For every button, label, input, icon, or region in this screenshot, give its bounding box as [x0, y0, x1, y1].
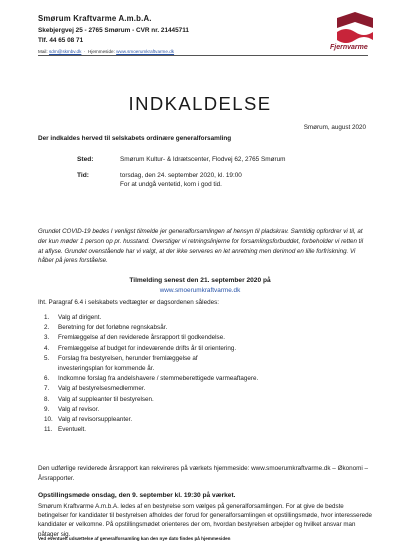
place-value: Smørum Kultur- & Idrætscenter, Flodvej 62, 2765 Smørum	[120, 156, 286, 163]
page-title: INDKALDELSE	[128, 93, 272, 114]
agenda-item: 8. Valg af suppleanter til bestyrelsen.	[44, 395, 154, 403]
agenda-item: 11. Eventuelt.	[44, 426, 87, 434]
header-divider	[38, 55, 368, 56]
subheading: Der indkaldes herved til selskabets ordinære generalforsamling	[38, 135, 232, 142]
covid-notice: Grundet COVID-19 bedes I venligst tilmelde jer generalforsamlingen af hensyn til pladskrav. Samtidig opfordrer vi til, at der kun møder 1 person op pr. husstand. Overstiger vi retningslinjerne for forsamlingsforbuddet, forbeholder vi retten til at aflyse. Grundet ovenstående har vi valgt, at der ikke serveres en let anretning men derimod en lille forfriskning. Vi håber på jeres forståelse.	[38, 228, 364, 265]
website-link[interactable]: www.smoerumkraftvarme.dk	[116, 49, 175, 54]
report-note: Den udførlige reviderede årsrapport kan rekvireres på værkets hjemmeside: www.smoerumkraftvarme.dk – Økonomi – Årsrapporter.	[38, 465, 369, 482]
agenda-item: 5. Forslag fra bestyrelsen, herunder fremlæggelse af	[44, 354, 198, 362]
time-note: For at undgå ventetid, kom i god tid.	[120, 181, 222, 188]
agenda-list	[38, 313, 368, 435]
web-label: Hjemmeside:	[88, 49, 115, 54]
footnote: Ved eventuelt udsættelse af generalforsamling kan den nye dato findes på hjemmesiden	[38, 536, 231, 541]
agenda-item: investeringsplan for kommende år.	[58, 365, 155, 373]
time-value: torsdag, den 24. september 2020, kl. 19:00	[120, 172, 242, 179]
logo-text: Fjernvarme	[330, 44, 368, 51]
date-line: Smørum, august 2020	[303, 124, 366, 131]
contact-line: Mail: sdm@skmbv.dk · Hjemmeside: www.smoerumkraftvarme.dk	[38, 49, 175, 54]
agenda-item: 3. Fremlæggelse af den reviderede årsrapport til godkendelse.	[44, 334, 225, 342]
registration-text: Tilmelding senest den 21. september 2020 på	[129, 277, 271, 284]
agenda-item: 4. Fremlæggelse af budget for indeværende drifts år til orientering.	[44, 344, 237, 352]
company-address: Skebjergvej 25 - 2765 Smørum - CVR nr. 21445711	[38, 27, 189, 34]
agenda-item: 6. Indkomne forslag fra andelshavere / stemmeberettigede varmeaftagere.	[44, 375, 259, 383]
registration-link[interactable]: www.smoerumkraftvarme.dk	[159, 287, 241, 294]
agenda-item: 10. Valg af revisorsuppleanter.	[44, 416, 133, 424]
nomination-meeting-body: Smørum Kraftvarme A.m.b.A. ledes af en bestyrelse som vælges på generalforsamlingen. For at give de bedste betingelser for kandidater til bestyrelsen afholdes der forud for generalforsamlingen et opstillingsmøde, hvor interesserede kandidater er velkomne. På opstillingsmødet orienteres der om, hvordan bestyrelsen arbejder og hvilket ansvar man påtager sig.	[38, 503, 372, 538]
company-name: Smørum Kraftvarme A.m.b.A.	[38, 14, 152, 23]
time-label: Tid:	[77, 172, 89, 179]
place-label: Sted:	[77, 156, 94, 163]
mail-link[interactable]: sdm@skmbv.dk	[48, 49, 82, 54]
agenda-item: 9. Valg af revisor.	[44, 405, 100, 413]
company-phone: Tlf. 44 65 08 71	[38, 37, 84, 44]
agenda-item: 1. Valg af dirigent.	[44, 314, 102, 321]
nomination-meeting-heading: Opstillingsmøde onsdag, den 9. september kl. 19:30 på værket.	[38, 492, 236, 499]
agenda-item: 7. Valg af bestyrelsesmedlemmer.	[44, 385, 146, 393]
agenda-intro: Iht. Paragraf 6.4 i selskabets vedtægter er dagsordenen således:	[38, 299, 219, 306]
mail-label: Mail:	[38, 49, 48, 54]
agenda-item: 2. Beretning for det forløbne regnskabsår.	[44, 324, 168, 332]
